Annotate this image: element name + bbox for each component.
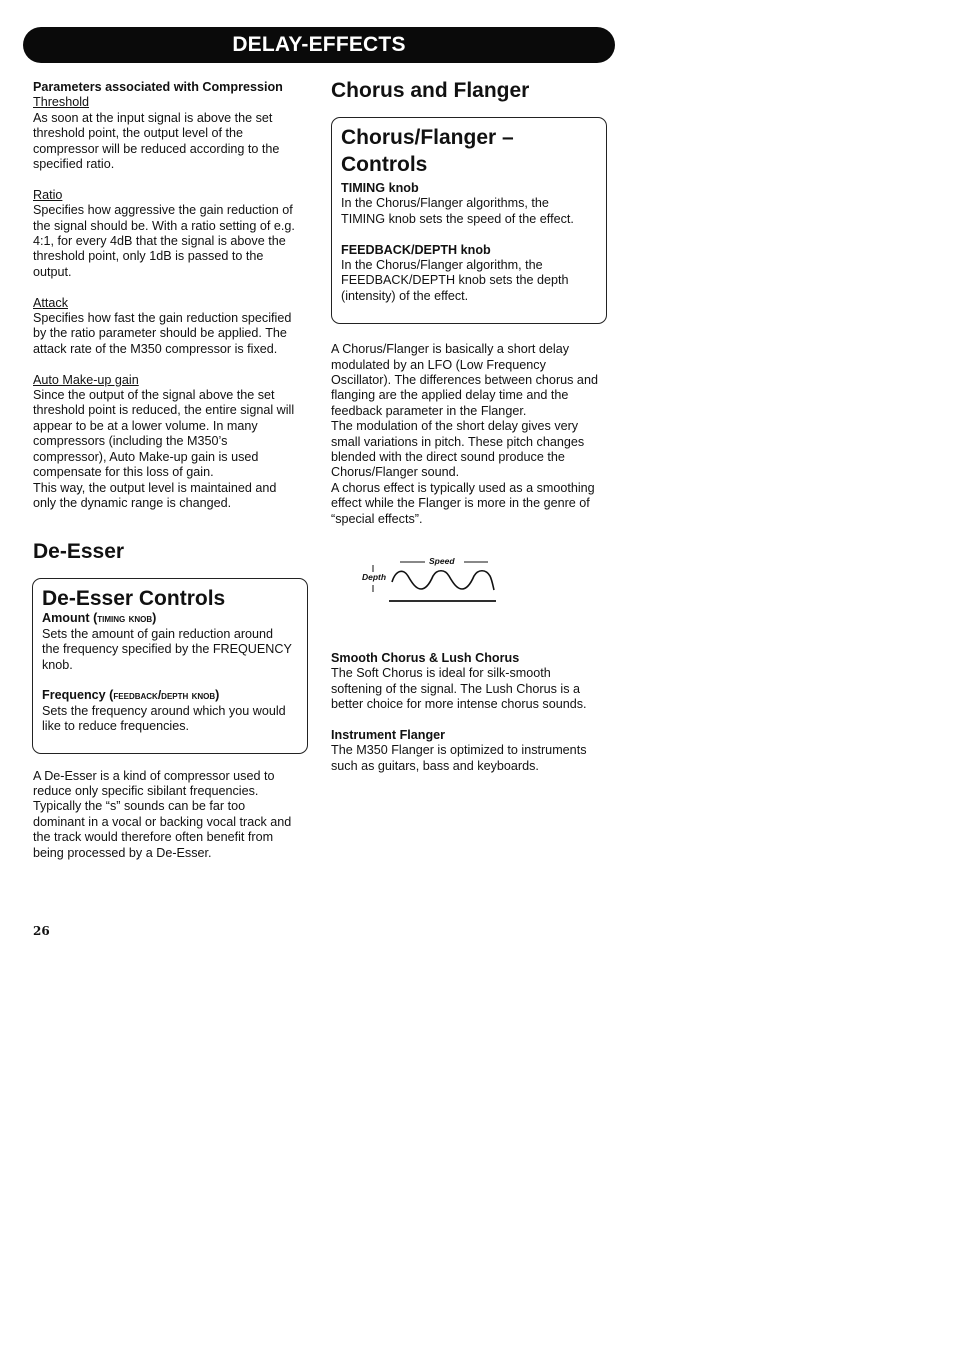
amount-label: Amount (timing knob): [42, 611, 157, 626]
text-line: In the Chorus/Flanger algorithm, the: [341, 258, 543, 273]
text-line: the signal should be. With a ratio setting of e.g.: [33, 218, 295, 233]
makeup-gain-label: Auto Make-up gain: [33, 372, 139, 387]
text-line: (intensity) of the effect.: [341, 288, 469, 303]
text-line: output.: [33, 264, 72, 279]
text-line: compressors (including the M350’s: [33, 434, 228, 449]
attack-label: Attack: [33, 295, 68, 310]
text-line: compressor), Auto Make-up gain is used: [33, 449, 259, 464]
timing-knob-label: TIMING knob: [341, 181, 419, 195]
makeup-gain-text: [33, 388, 308, 511]
deesser-body-text: [33, 769, 308, 861]
text-line: Controls: [341, 153, 428, 176]
page-number: 26: [33, 924, 50, 938]
left-column: [33, 80, 308, 861]
text-line: A chorus effect is typically used as a smoothing: [331, 480, 595, 495]
text-line: Sets the frequency around which you would: [42, 703, 286, 718]
text-line: In the Chorus/Flanger algorithms, the: [341, 196, 549, 211]
text-line: softening of the signal. The Lush Chorus is a: [331, 681, 580, 696]
smooth-chorus-text: [331, 666, 611, 712]
text-line: like to reduce frequencies.: [42, 719, 190, 734]
text-line: Specifies how fast the gain reduction specified: [33, 311, 292, 326]
sine-wave: [392, 571, 494, 590]
deesser-controls-title: De-Esser Controls: [42, 587, 226, 611]
text-line: Typically the “s” sounds can be far too: [33, 799, 246, 814]
ratio-text: [33, 203, 308, 280]
text-line: reduce only specific sibilant frequencies.: [33, 783, 259, 798]
text-line: better choice for more intense chorus sounds.: [331, 697, 587, 712]
compression-heading: Parameters associated with Compression: [33, 80, 283, 94]
chorus-types-section: [331, 651, 611, 774]
threshold-label: Threshold: [33, 95, 90, 110]
text-line: Oscillator). The differences between chorus and: [331, 373, 598, 388]
text-line: 4:1, for every 4dB that the signal is above the: [33, 234, 286, 249]
text-line: flanging are the applied delay time and the: [331, 388, 569, 403]
text-line: blended with the direct sound produce the: [331, 450, 565, 465]
text-line: As soon at the input signal is above the set: [33, 110, 273, 125]
speed-label: Speed: [429, 556, 455, 566]
section-title-banner: DELAY-EFFECTS: [23, 27, 615, 63]
text-line: Sets the amount of gain reduction around: [42, 626, 274, 641]
deesser-heading: De-Esser: [33, 540, 125, 564]
attack-text: [33, 311, 308, 357]
text-line: Since the output of the signal above the set: [33, 388, 275, 403]
text-line: the frequency specified by the FREQUENCY: [42, 642, 292, 657]
chorus-flanger-controls-title: [341, 124, 597, 178]
text-line: modulated by an LFO (Low Frequency: [331, 357, 546, 372]
text-line: knob.: [42, 657, 73, 672]
frequency-text: [42, 704, 298, 735]
lfo-waveform-diagram: [358, 552, 503, 607]
text-line: being processed by a De-Esser.: [33, 845, 212, 860]
text-line: Chorus/Flanger –: [341, 126, 514, 149]
text-line: FEEDBACK/DEPTH knob sets the depth: [341, 273, 569, 288]
chorus-flanger-controls-box: [331, 117, 607, 324]
timing-knob-text: [341, 196, 597, 227]
text-line: specified ratio.: [33, 157, 115, 172]
text-line: The Soft Chorus is ideal for silk-smooth: [331, 666, 551, 681]
text-line: the track would therefore often benefit from: [33, 830, 274, 845]
depth-label: Depth: [362, 572, 387, 582]
amount-text: [42, 627, 298, 673]
text-line: The M350 Flanger is optimized to instruments: [331, 743, 587, 758]
chorus-flanger-body-text: [331, 342, 611, 527]
text-line: “special effects”.: [331, 511, 423, 526]
text-line: A Chorus/Flanger is basically a short delay: [331, 342, 569, 357]
text-line: dominant in a vocal or backing vocal track and: [33, 814, 292, 829]
instrument-flanger-text: [331, 743, 611, 774]
text-line: effect while the Flanger is more in the genre of: [331, 496, 590, 511]
text-line: attack rate of the M350 compressor is fixed.: [33, 341, 278, 356]
deesser-controls-box: [32, 578, 308, 753]
frequency-label: Frequency (feedback/depth knob): [42, 688, 220, 703]
text-line: compressor will be reduced according to the: [33, 141, 280, 156]
text-line: The modulation of the short delay gives very: [331, 419, 579, 434]
text-line: threshold point is reduced, the entire signal will: [33, 403, 295, 418]
text-line: Chorus/Flanger sound.: [331, 465, 460, 480]
text-line: such as guitars, bass and keyboards.: [331, 758, 539, 773]
text-line: only the dynamic range is changed.: [33, 495, 232, 510]
text-line: compensate for this loss of gain.: [33, 465, 214, 480]
text-line: by the ratio parameter should be applied. The: [33, 326, 287, 341]
feedback-depth-text: [341, 258, 597, 304]
threshold-text: [33, 111, 308, 173]
text-line: Specifies how aggressive the gain reduction of: [33, 203, 293, 218]
chorus-flanger-heading: Chorus and Flanger: [331, 79, 530, 102]
text-line: This way, the output level is maintained and: [33, 480, 277, 495]
text-line: threshold point, the output level of the: [33, 126, 244, 141]
right-column: [331, 78, 611, 527]
text-line: TIMING knob sets the speed of the effect.: [341, 211, 574, 226]
text-line: feedback parameter in the Flanger.: [331, 403, 527, 418]
feedback-depth-label: FEEDBACK/DEPTH knob: [341, 242, 491, 257]
text-line: appear to be at a lower volume. In many: [33, 418, 258, 433]
smooth-chorus-label: Smooth Chorus & Lush Chorus: [331, 651, 520, 665]
ratio-label: Ratio: [33, 187, 63, 202]
instrument-flanger-label: Instrument Flanger: [331, 728, 446, 743]
text-line: A De-Esser is a kind of compressor used to: [33, 768, 275, 783]
text-line: small variations in pitch. These pitch changes: [331, 434, 585, 449]
text-line: threshold point, only 1dB is passed to the: [33, 249, 264, 264]
